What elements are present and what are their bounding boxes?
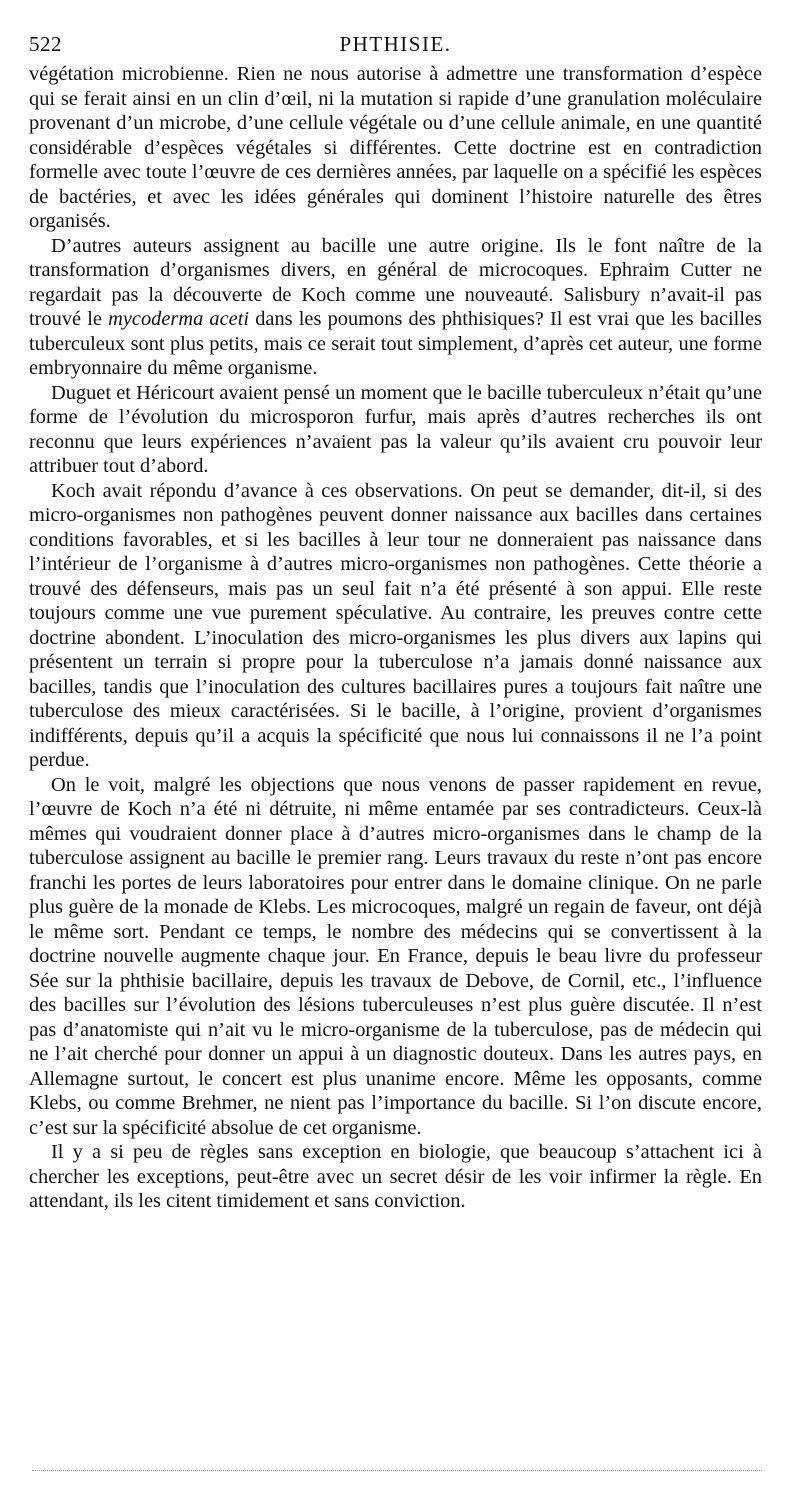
paragraph-6: Il y a si peu de règles sans exception en biologie, que beaucoup s’attachent ici à chercher les exceptions, peut-être avec un secret désir de les voir infirmer la règle. En attendant, ils les citent timidement et sans conviction. (29, 1141, 762, 1212)
running-title: PHTHISIE. (339, 32, 452, 56)
paragraph-5: On le voit, malgré les objections que nous venons de passer rapidement en revue, l’œuvre de Koch n’a été ni détruite, ni même entamée par ses contradicteurs. Ceux-là mêmes qui voudraient donner place à d’autres micro-organismes dans le champ de la tuberculose assignent au bacille le premier rang. Leurs travaux du reste n’ont pas encore franchi les portes de leurs laboratoires pour entrer dans le domaine clinique. On ne parle plus guère de la monade de Klebs. Les microcoques, malgré un regain de faveur, ont déjà le même sort. Pendant ce temps, le nombre des médecins qui se convertissent à la doctrine nouvelle augmente chaque jour. En France, depuis le beau livre du professeur Sée sur la phthisie bacillaire, depuis les travaux de Debove, de Cornil, etc., l’influence des bacilles sur l’évolution des lésions tuberculeuses n’est plus guère discutée. Il n’est pas d’anatomiste qui n’ait vu le micro-organisme de la tuberculose, pas de médecin qui ne l’ait cherché pour donner un appui à un diagnostic douteux. Dans les autres pays, en Allemagne surtout, le concert est plus unanime encore. Même les opposants, comme Klebs, ou comme Brehmer, ne nient pas l’importance du bacille. Si l’on discute encore, c’est sur la spécificité absolue de cet organisme. (29, 773, 762, 1139)
paragraph-3: Duguet et Héricourt avaient pensé un moment que le bacille tuberculeux n’était qu’une forme de l’évolution du microsporon furfur, mais après d’autres recherches ils ont reconnu que leurs expériences n’avaient pas la valeur qu’ils avaient cru pouvoir leur attribuer tout d’abord. (29, 381, 762, 477)
paragraph-2-text-before: D’autres auteurs assignent au bacille une autre origine. Ils le font naître de la transformation d’organismes divers, en général de microcoques. Ephraim Cutter ne regardait pas la découverte de Koch comme une nouveauté. Salisbury n’avait-il pas trouvé le (29, 234, 762, 330)
paragraph-4: Koch avait répondu d’avance à ces observations. On peut se demander, dit-il, si des micro-organismes non pathogènes peuvent donner naissance aux bacilles dans certaines conditions favorables, et si les bacilles à leur tour ne donneraient pas naissance dans l’intérieur de l’organisme à d’autres micro-organismes non pathogènes. Cette théorie a trouvé des défenseurs, mais pas un seul fait n’a été présenté à son appui. Elle reste toujours comme une vue purement spéculative. Au contraire, les preuves contre cette doctrine abondent. L’inoculation des micro-organismes les plus divers aux lapins qui présentent un terrain si propre pour la tuberculose n’a jamais donné naissance aux bacilles, tandis que l’inoculation des cultures bacillaires pures a toujours fait naître une tuberculose des mieux caractérisées. Si le bacille, à l’origine, provient d’organismes indifférents, depuis qu’il a acquis la spécificité que nous lui connaissons il ne l’a point perdue. (29, 479, 762, 771)
paragraph-1: végétation microbienne. Rien ne nous autorise à admettre une transformation d’espèce qui se ferait ainsi en un clin d’œil, ni la mutation si rapide d’une granulation moléculaire provenant d’un microbe, d’une cellule végétale ou d’une cellule animale, en une quantité considérable d’espèces végétales si différentes. Cette doctrine est en contradiction formelle avec toute l’œuvre de ces dernières années, par laquelle on a spécifié les espèces de bactéries, et avec les idées générales qui dominent l’histoire naturelle des êtres organisés. (29, 63, 762, 232)
bottom-dotted-rule (32, 1470, 762, 1471)
page-number: 522 (29, 32, 62, 56)
paragraph-2 (29, 234, 762, 381)
paragraph-2-italic-term: mycoderma aceti (108, 308, 250, 330)
body-text (29, 62, 762, 1214)
running-head (29, 30, 762, 62)
book-page (29, 30, 762, 1214)
paragraph-2-text-after: dans les poumons des phthisiques? Il est vrai que les bacilles tuberculeux sont plus petits, mais ce serait tout simplement, d’après cet auteur, une forme embryonnaire du même organisme. (29, 308, 762, 379)
